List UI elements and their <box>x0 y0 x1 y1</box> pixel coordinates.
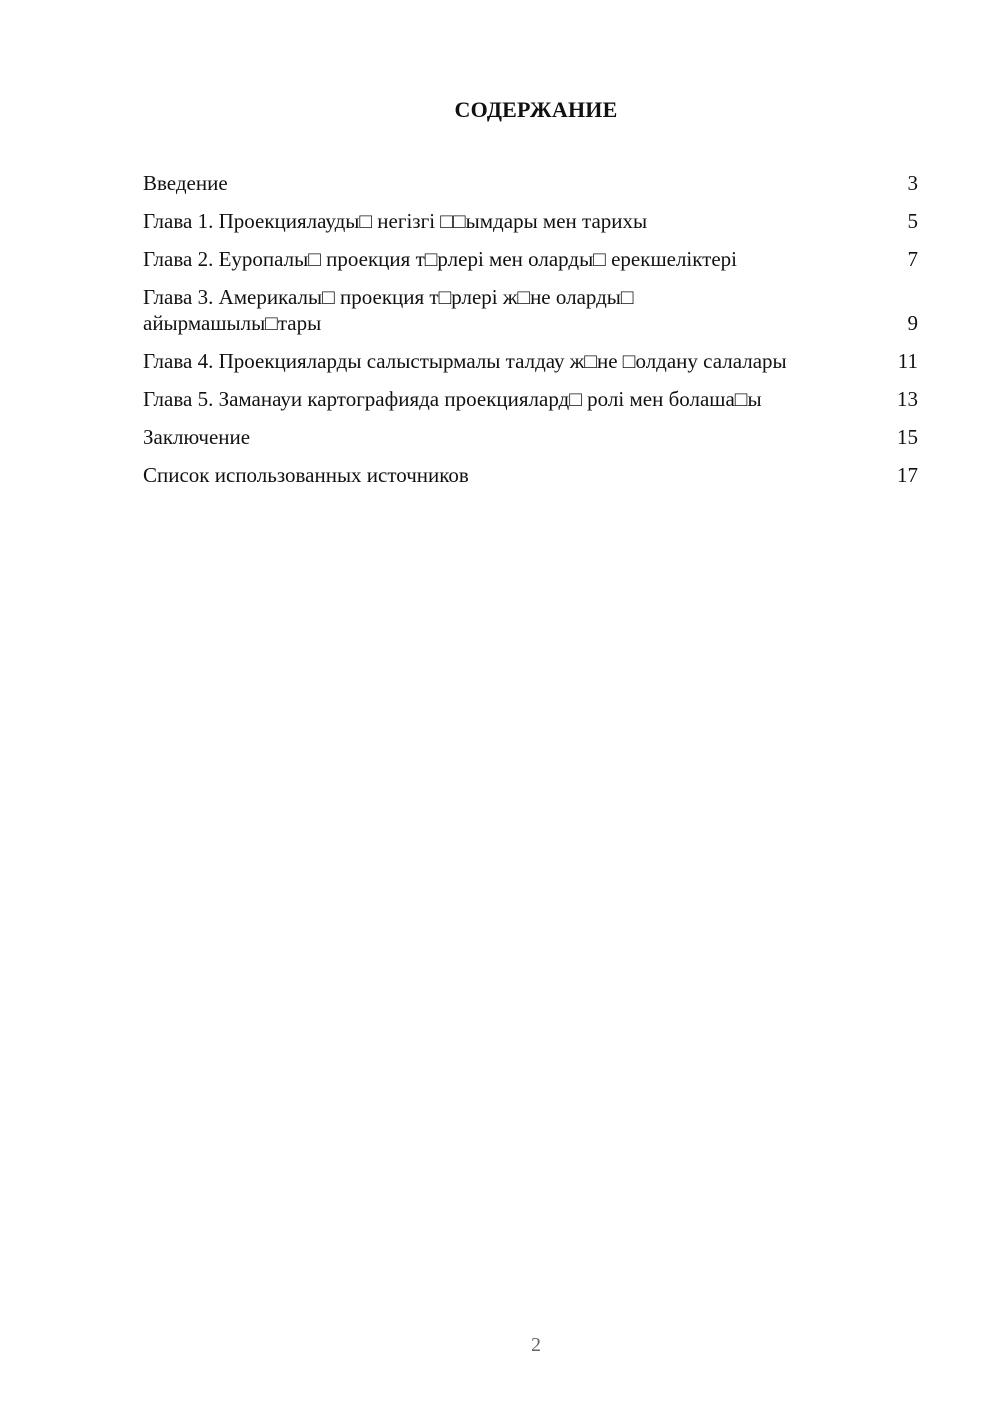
toc-entry-page: 9 <box>907 311 918 335</box>
toc-entry <box>143 386 918 412</box>
toc-entry-page: 13 <box>897 387 918 411</box>
toc-entry <box>143 284 918 336</box>
toc-entry <box>143 170 918 196</box>
toc-entry-page: 11 <box>897 349 918 373</box>
toc-entry-title: Глава 3. Америкалы□ проекция т□рлері ж□не оларды□ айырмашылы□тары <box>143 285 634 335</box>
toc-entry-page: 7 <box>907 247 918 271</box>
toc-entry <box>143 208 918 234</box>
toc-entry-title: Глава 5. Заманауи картографияда проекциялард□ ролі мен болаша□ы <box>143 387 762 411</box>
toc-entry-page: 15 <box>897 425 918 449</box>
page-title: СОДЕРЖАНИЕ <box>454 97 618 122</box>
table-of-contents <box>143 170 918 500</box>
toc-entry <box>143 246 918 272</box>
toc-entry <box>143 462 918 488</box>
page-number: 2 <box>531 1334 541 1356</box>
toc-entry-title: Глава 2. Еуропалы□ проекция т□рлері мен оларды□ ерекшеліктері <box>143 247 738 271</box>
toc-entry-title: Глава 4. Проекцияларды салыстырмалы талдау ж□не □олдану салалары <box>143 349 787 373</box>
toc-entry <box>143 424 918 450</box>
toc-entry-page: 17 <box>897 463 918 487</box>
toc-entry-page: 3 <box>907 171 918 195</box>
toc-entry-title: Глава 1. Проекциялауды□ негізгі □□ымдары мен тарихы <box>143 209 648 233</box>
toc-entry <box>143 348 918 374</box>
toc-entry-title: Список использованных источников <box>143 463 469 487</box>
toc-entry-page: 5 <box>907 209 918 233</box>
toc-entry-title: Введение <box>143 171 228 195</box>
toc-entry-title: Заключение <box>143 425 251 449</box>
